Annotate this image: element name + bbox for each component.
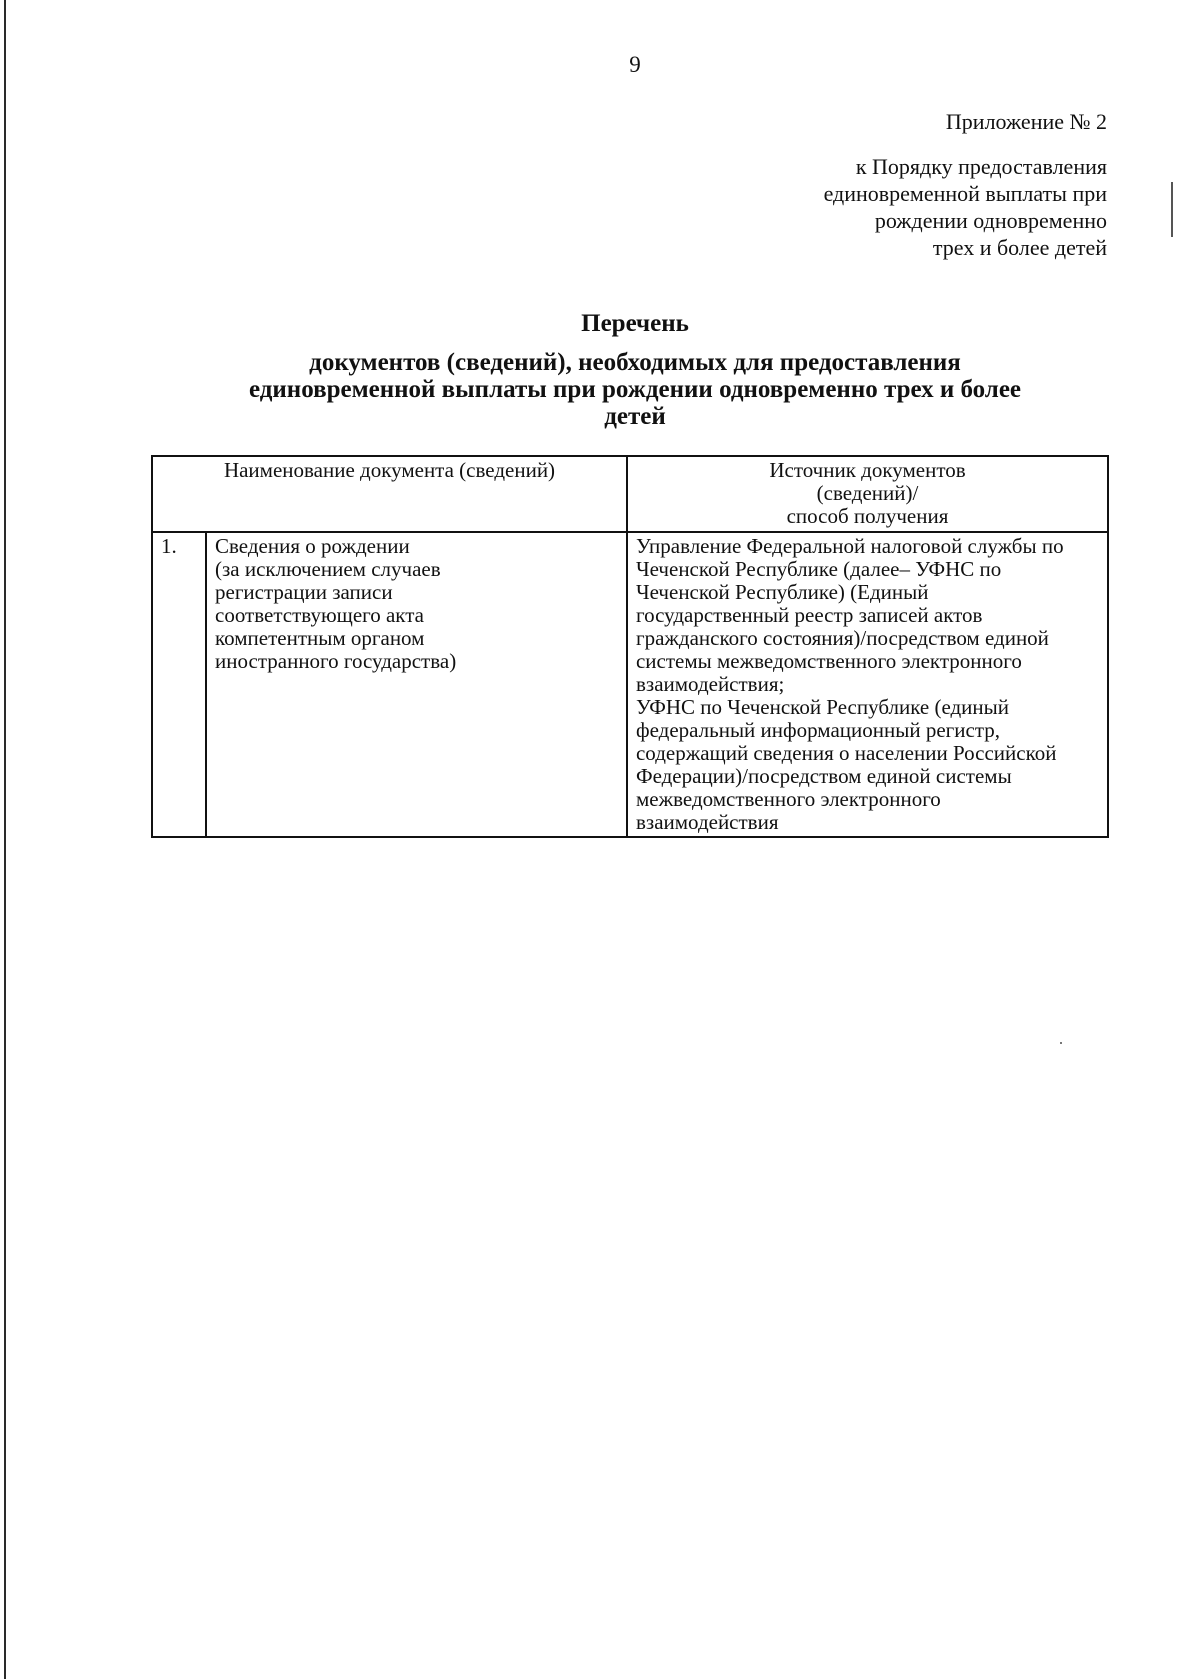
scan-left-edge	[4, 0, 6, 1679]
scan-artifact-dot	[1060, 1042, 1062, 1044]
source-line: Федерации)/посредством единой системы	[635, 764, 1012, 788]
appendix-line: единовременной выплаты при	[823, 181, 1107, 206]
document-heading: Перечень	[581, 310, 689, 337]
source-line: системы межведомственного электронного	[635, 649, 1022, 673]
source-line: Чеченской Республике) (Единый	[635, 580, 929, 604]
table-row	[152, 532, 1108, 837]
name-line: компетентным органом	[215, 626, 425, 650]
source-line: межведомственного электронного	[635, 787, 941, 811]
page-number: 9	[629, 52, 641, 77]
name-line: иностранного государства)	[215, 649, 457, 673]
document-subtitle	[0, 349, 1200, 430]
appendix-line: рождении одновременно	[874, 208, 1107, 233]
header-source-line: Источник документов	[769, 458, 966, 482]
scan-artifact-mark	[1171, 182, 1173, 237]
document-subtitle-line: документов (сведений), необходимых для предоставления	[309, 349, 961, 376]
document-subtitle-line: единовременной выплаты при рождении одновременно трех и более	[248, 376, 1022, 403]
appendix-line: трех и более детей	[932, 235, 1107, 260]
source-line: УФНС по Чеченской Республике (единый	[635, 695, 1010, 719]
name-line: соответствующего акта	[215, 603, 424, 627]
name-line: регистрации записи	[215, 580, 393, 604]
source-line: гражданского состояния)/посредством единой	[635, 626, 1049, 650]
name-line: Сведения о рождении	[215, 534, 410, 558]
appendix-line: к Порядку предоставления	[855, 154, 1107, 179]
header-document-name: Наименование документа (сведений)	[152, 456, 627, 532]
row-document-name	[206, 532, 627, 837]
document-subtitle-line: детей	[604, 403, 666, 430]
name-line: (за исключением случаев	[215, 557, 441, 581]
row-document-source	[627, 532, 1108, 837]
header-source-line: (сведений)/	[816, 481, 919, 505]
source-line: взаимодействия	[635, 810, 779, 834]
appendix-title: Приложение № 2	[945, 109, 1107, 134]
documents-table	[151, 455, 1109, 838]
source-line: содержащий сведения о населении Российской	[635, 741, 1057, 765]
source-line: взаимодействия;	[635, 672, 785, 696]
source-line: федеральный информационный регистр,	[635, 718, 1000, 742]
header-document-source	[627, 456, 1108, 532]
source-line: Чеченской Республике (далее– УФНС по	[635, 557, 1002, 581]
source-line: Управление Федеральной налоговой службы по	[635, 534, 1064, 558]
appendix-block	[824, 108, 1107, 261]
row-number: 1.	[152, 532, 206, 837]
header-source-line: способ получения	[786, 504, 949, 528]
source-line: государственный реестр записей актов	[635, 603, 983, 627]
table-header-row	[152, 456, 1108, 532]
